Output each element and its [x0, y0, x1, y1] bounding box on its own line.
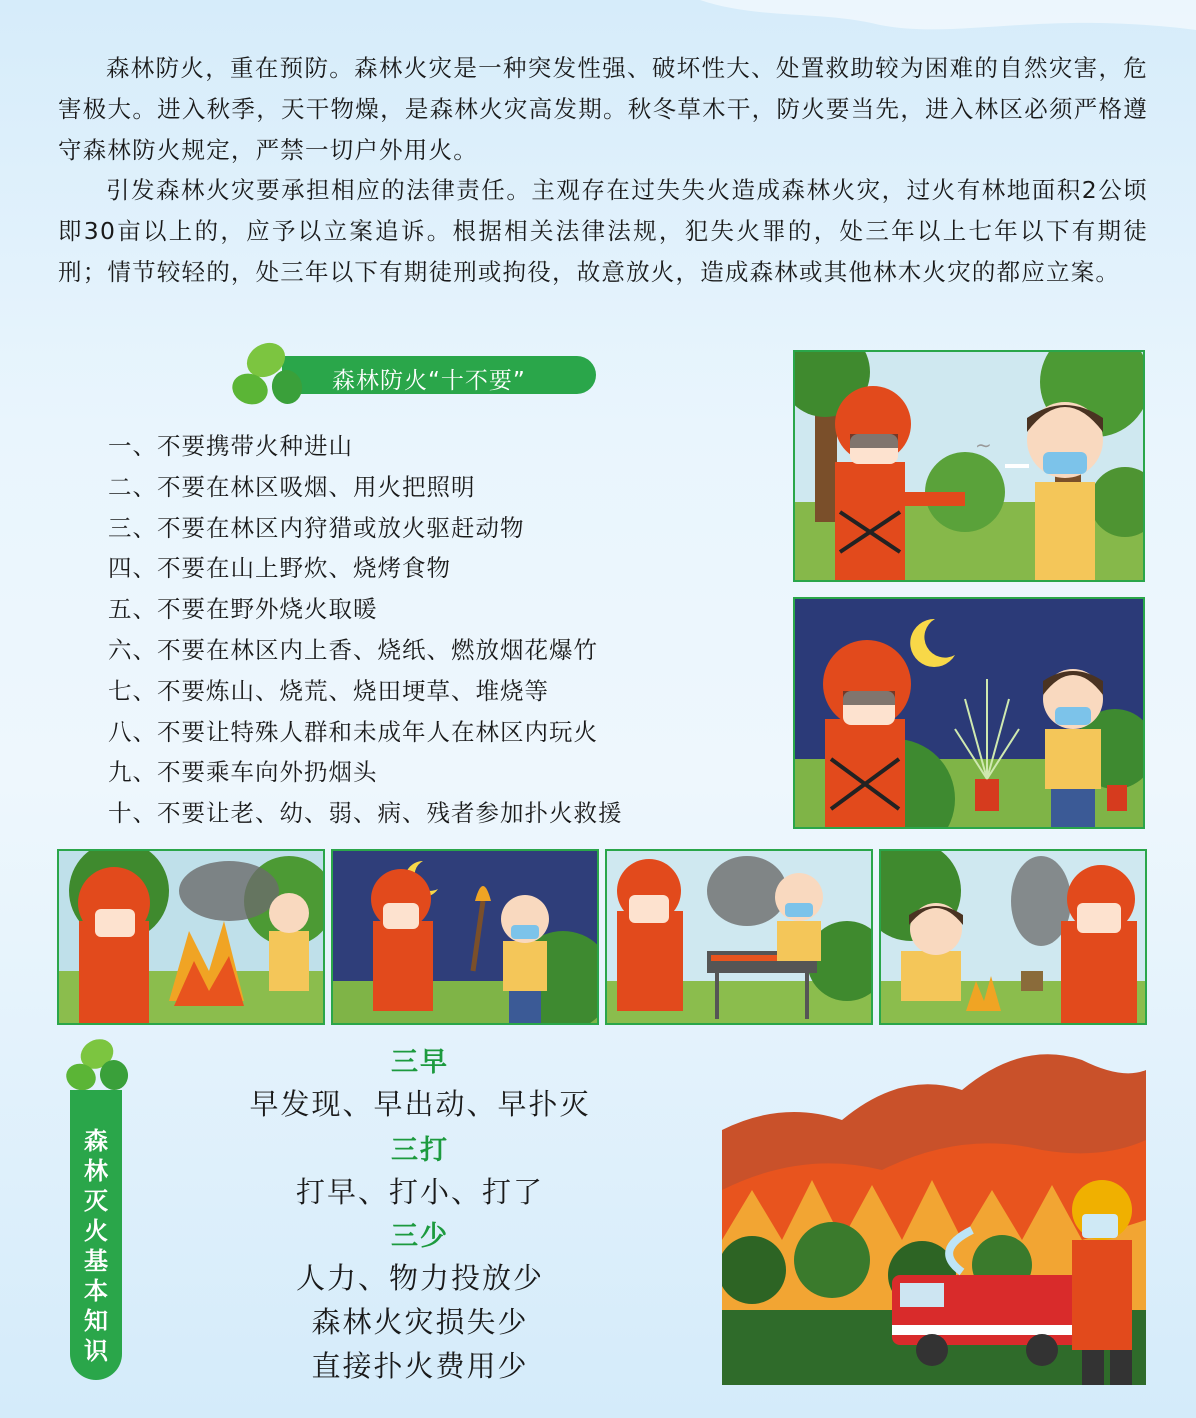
illustration-barbecue [605, 849, 873, 1025]
illustration-smoking [793, 350, 1145, 582]
rule-item: 十、不要让老、幼、弱、病、残者参加扑火救援 [108, 799, 623, 828]
sidebar-title-char: 基 [84, 1247, 108, 1275]
sidebar-title-char: 本 [84, 1277, 108, 1305]
rules-list [108, 426, 623, 834]
rule-item: 七、不要炼山、烧荒、烧田埂草、堆烧等 [108, 676, 549, 705]
illustration-burning-paper [879, 849, 1147, 1025]
sidebar-title-char: 灭 [84, 1187, 108, 1215]
svg-text:∼: ∼ [975, 433, 992, 457]
intro-paragraph-2: 引发森林火灾要承担相应的法律责任。主观存在过失失火造成森林火灾，过火有林地面积2公顷即30亩以上的，应予以立案追诉。根据相关法律法规，犯失火罪的，处三年以上七年以下有期徒刑；情节较轻的，处三年以下有期徒刑或拘役，故意放火，造成森林或其他林木火灾的都应立案。 [58, 176, 1148, 286]
illustration-fireworks [793, 597, 1145, 829]
rule-item: 三、不要在林区内狩猎或放火驱赶动物 [108, 513, 525, 542]
sidebar-title-bar [70, 1090, 122, 1380]
heading-three-fight: 三打 [391, 1135, 449, 1166]
rule-item: 五、不要在野外烧火取暖 [108, 595, 378, 624]
heading-three-less: 三少 [391, 1221, 449, 1252]
rule-item: 四、不要在山上野炊、烧烤食物 [108, 554, 451, 583]
section-banner [232, 344, 604, 408]
illustration-burning-straw [57, 849, 325, 1025]
rule-item: 九、不要乘车向外扔烟头 [108, 758, 378, 787]
rule-item: 一、不要携带火种进山 [108, 432, 353, 460]
line-three-early: 早发现、早出动、早扑灭 [249, 1087, 591, 1121]
line-three-less-1: 人力、物力投放少 [295, 1261, 544, 1295]
sidebar-title-char: 知 [84, 1307, 108, 1335]
sidebar-title-char: 火 [84, 1217, 108, 1245]
line-three-fight: 打早、打小、打了 [295, 1175, 544, 1209]
intro-paragraph-1: 森林防火，重在预防。森林火灾是一种突发性强、破坏性大、处置救助较为困难的自然灾害，危害极大。进入秋季，天干物燥，是森林火灾高发期。秋冬草木干，防火要当先，进入林区必须严格遵守森林防火规定，严禁一切户外用火。 [58, 54, 1148, 164]
sidebar-title-char: 林 [84, 1157, 108, 1185]
rule-item: 六、不要在林区内上香、烧纸、燃放烟花爆竹 [108, 635, 598, 664]
rule-item: 八、不要让特殊人群和未成年人在林区内玩火 [108, 717, 598, 746]
sidebar-title-char: 识 [84, 1337, 108, 1365]
rule-item: 二、不要在林区吸烟、用火把照明 [108, 472, 476, 501]
illustration-torch [331, 849, 599, 1025]
heading-three-early: 三早 [391, 1047, 449, 1078]
illustration-fire-truck [722, 1040, 1146, 1385]
sidebar-title [70, 1126, 122, 1366]
banner-title: 森林防火“十不要” [332, 368, 526, 394]
sidebar-title-char: 森 [84, 1127, 108, 1155]
line-three-less-2: 森林火灾损失少 [311, 1305, 529, 1339]
line-three-less-3: 直接扑火费用少 [311, 1349, 529, 1383]
